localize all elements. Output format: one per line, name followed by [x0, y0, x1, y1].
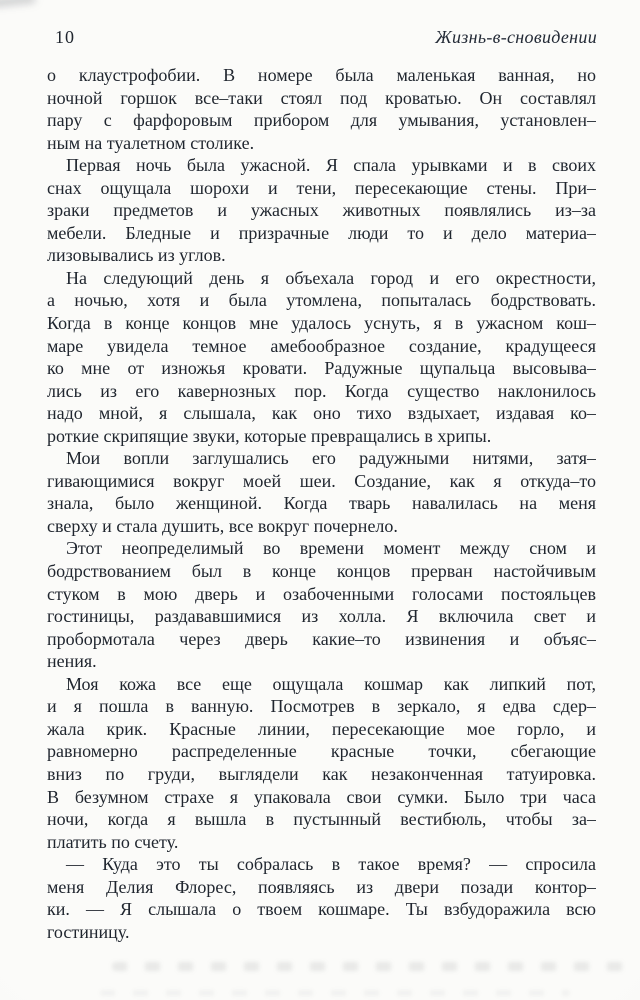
- paragraph: [47, 853, 596, 943]
- paragraph: [47, 267, 596, 447]
- text-line: вниз по груди, выглядели как незаконченная татуировка.: [47, 763, 596, 784]
- paragraph: [47, 447, 596, 537]
- text-line: ки. — Я слышала о твоем кошмаре. Ты взбудоражила всю: [47, 899, 596, 920]
- text-line: гостиницу.: [47, 921, 130, 942]
- text-line: пробормотала через дверь какие–то извинения и объяс–: [47, 628, 596, 649]
- page-header: [55, 27, 597, 48]
- text-line: пару с фарфоровым прибором для умывания, установлен–: [47, 110, 596, 131]
- text-line: маре увидела темное амебообразное создание, крадущееся: [47, 335, 596, 356]
- text-line: Этот неопределимый во времени момент между сном и: [66, 538, 596, 559]
- text-block: [47, 64, 596, 943]
- text-line: снах ощущала шорохи и тени, пересекающие стены. При–: [47, 177, 596, 198]
- text-line: Первая ночь была ужасной. Я спала урывками и в своих: [66, 155, 596, 176]
- text-line: а ночью, хотя и была утомлена, попыталась бодрствовать.: [47, 290, 596, 311]
- text-line: ным на туалетном столике.: [47, 132, 255, 153]
- text-line: гивающимися вокруг моей шеи. Создание, как я откуда–то: [47, 470, 596, 491]
- text-line: зраки предметов и ужасных животных появлялись из–за: [47, 200, 596, 221]
- text-line: В безумном страхе я упаковала свои сумки. Было три часа: [47, 786, 596, 807]
- text-line: платить по счету.: [47, 831, 179, 852]
- text-line: Мои вопли заглушались его радужными нитями, затя–: [66, 448, 596, 469]
- text-line: Моя кожа все еще ощущала кошмар как липкий пот,: [66, 673, 596, 694]
- paragraph: [47, 537, 596, 672]
- text-line: стуком в мою дверь и озабоченными голосами постояльцев: [47, 583, 596, 604]
- paragraph: [47, 64, 596, 154]
- text-line: ночной горшок все–таки стоял под кроватью. Он составлял: [47, 87, 596, 108]
- text-line: На следующий день я объехала город и его окрестности,: [66, 267, 596, 288]
- paragraph: [47, 673, 596, 853]
- show-through-artifact: [112, 962, 628, 971]
- page-number: 10: [55, 27, 75, 47]
- text-line: лизовывались из углов.: [47, 245, 226, 266]
- text-line: ночи, когда я вышла в пустынный вестибюль, чтобы за–: [47, 809, 596, 830]
- text-line: сверху и стала душить, все вокруг почернело.: [47, 515, 398, 536]
- text-line: Когда в конце концов мне удалось уснуть, я в ужасном кош–: [47, 313, 596, 334]
- text-line: меня Делия Флорес, появляясь из двери позади контор–: [47, 876, 596, 897]
- scan-smudge-artifact: [0, 0, 35, 7]
- text-line: мебели. Бледные и призрачные люди то и дело материа–: [47, 222, 596, 243]
- text-line: — Куда это ты собралась в такое время? — спросила: [66, 854, 596, 875]
- text-line: бодрствованием был в конце концов прерван настойчивым: [47, 561, 596, 582]
- text-line: надо мной, я слышала, как оно тихо вздыхает, издавая ко–: [47, 403, 596, 424]
- text-line: о клаустрофобии. В номере была маленькая ванная, но: [47, 65, 596, 85]
- text-line: нения.: [47, 651, 97, 672]
- text-line: гостиницы, раздававшимися из холла. Я включила свет и: [47, 606, 596, 627]
- text-line: роткие скрипящие звуки, которые превращались в хрипы.: [47, 425, 492, 446]
- show-through-artifact: [100, 990, 570, 996]
- text-line: жала крик. Красные линии, пересекающие мое горло, и: [47, 718, 596, 739]
- paragraph: [47, 154, 596, 267]
- running-title: Жизнь-в-сновидении: [435, 27, 597, 47]
- text-line: равномерно распределенные красные точки, сбегающие: [47, 741, 596, 762]
- text-line: и я пошла в ванную. Посмотрев в зеркало, я едва сдер–: [47, 696, 596, 717]
- text-line: ко мне от изножья кровати. Радужные щупальца высовыва–: [47, 358, 596, 379]
- text-line: знала, было женщиной. Когда тварь навалилась на меня: [47, 493, 596, 514]
- text-line: лись из его кавернозных пор. Когда существо наклонилось: [47, 380, 596, 401]
